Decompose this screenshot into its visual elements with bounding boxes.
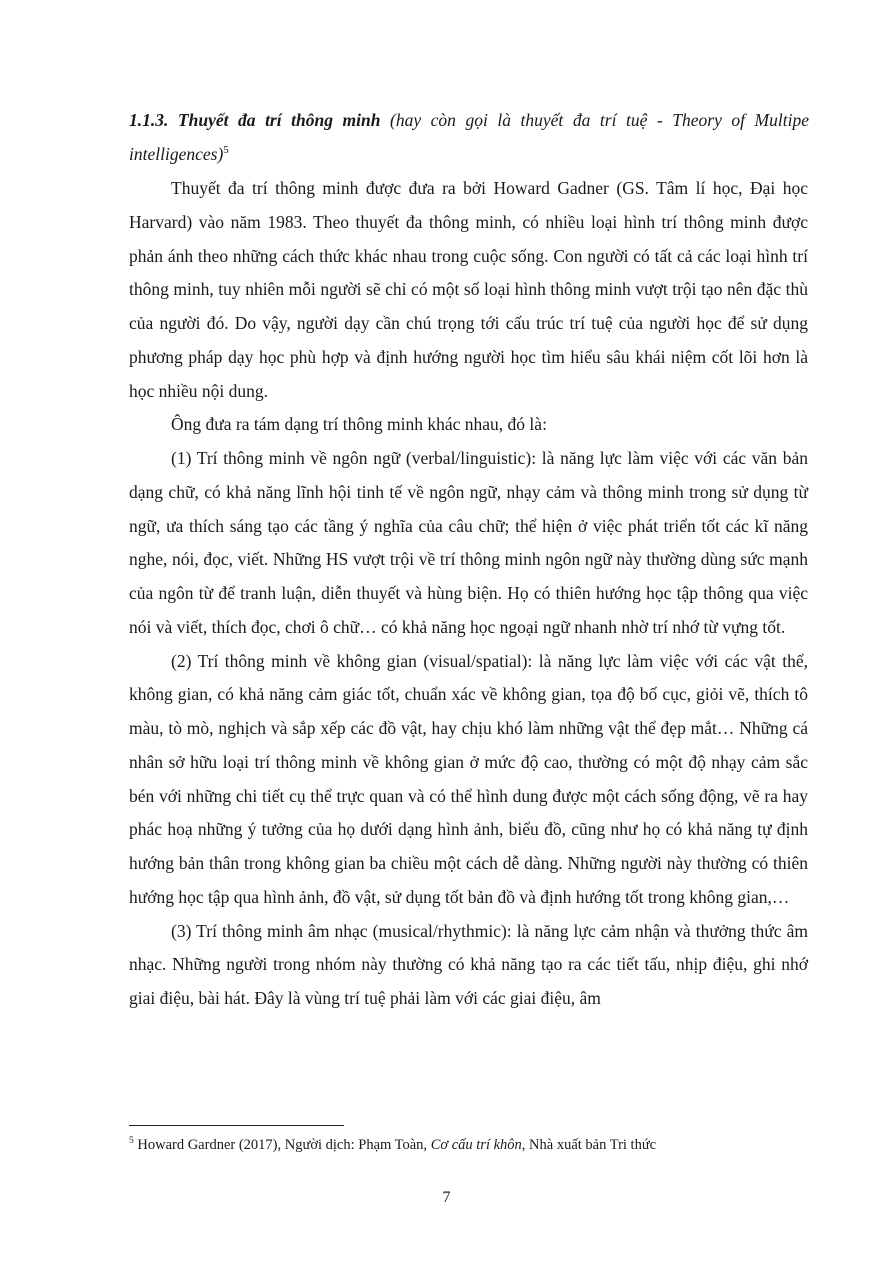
section-heading: [129, 103, 809, 171]
footnote-reference[interactable]: 5: [223, 144, 229, 157]
footnote-text-before: Howard Gardner (2017), Người dịch: Phạm Toàn,: [133, 1137, 431, 1153]
footnote: [129, 1134, 819, 1156]
paragraph-intro: Thuyết đa trí thông minh được đưa ra bởi Howard Gadner (GS. Tâm lí học, Đại học Harvard) vào năm 1983. Theo thuyết đa thông minh, có nhiều loại hình trí thông minh được phản ánh theo những cách thức khác nhau trong cuộc sống. Con người có tất cả các loại hình trí thông minh, tuy nhiên mỗi người sẽ chỉ có một số loại hình thông minh vượt trội tạo nên đặc thù của người đó. Do vậy, người dạy cần chú trọng tới cấu trúc trí tuệ của người học để sử dụng phương pháp dạy học phù hợp và định hướng người học tìm hiểu sâu khái niệm cốt lõi hơn là học nhiều nội dung.: [129, 178, 808, 401]
page-number: 7: [442, 1189, 451, 1206]
footnote-book-title: Cơ cấu trí khôn: [430, 1137, 522, 1153]
footnote-number: 5: [129, 1136, 134, 1147]
paragraph-linguistic: (1) Trí thông minh về ngôn ngữ (verbal/linguistic): là năng lực làm việc với các văn bản dạng chữ, có khả năng lĩnh hội tinh tế về ngôn ngữ, nhạy cảm và thông minh trong sử dụng từ ngữ, ưa thích sáng tạo các tầng ý nghĩa của câu chữ; thể hiện ở việc phát triển tốt các kĩ năng nghe, nói, đọc, viết. Những HS vượt trội về trí thông minh ngôn ngữ này thường dùng sức mạnh của ngôn từ để tranh luận, diễn thuyết và hùng biện. Họ có thiên hướng học tập thông qua việc nói và viết, thích đọc, chơi ô chữ… có khả năng học ngoại ngữ nhanh nhờ trí nhớ từ vựng tốt.: [129, 448, 808, 637]
paragraph-spatial: (2) Trí thông minh về không gian (visual/spatial): là năng lực làm việc với các vật thể, không gian, có khả năng cảm giác tốt, chuẩn xác về không gian, tọa độ bố cục, giỏi vẽ, thích tô màu, tò mò, nghịch và sắp xếp các đồ vật, hay chịu khó làm những vật thể đẹp mắt… Những cá nhân sở hữu loại trí thông minh về không gian ở mức độ cao, thường có một độ nhạy cảm sắc bén với những chi tiết cụ thể trực quan và có thể hình dung được một cách sống động, vẽ ra hay phác hoạ những ý tưởng của họ dưới dạng hình ảnh, biểu đồ, cũng như họ có khả năng tự định hướng bản thân trong không gian ba chiều một cách dễ dàng. Những người này thường có thiên hướng học tập qua hình ảnh, đồ vật, sử dụng tốt bản đồ và định hướng tốt trong không gian,…: [129, 650, 808, 907]
section-heading-subtitle: (hay còn gọi là thuyết đa trí tuệ - Theory of Multipe intelligences): [129, 110, 809, 164]
footnote-separator: [129, 1125, 344, 1126]
section-heading-title: 1.1.3. Thuyết đa trí thông minh: [129, 110, 381, 130]
body-text: [129, 172, 808, 1016]
footnote-text-after: , Nhà xuất bản Tri thức: [521, 1137, 657, 1153]
paragraph-musical: (3) Trí thông minh âm nhạc (musical/rhythmic): là năng lực cảm nhận và thưởng thức âm nhạc. Những người trong nhóm này thường có khả năng tạo ra các tiết tấu, nhịp điệu, ghi nhớ giai điệu, bài hát. Đây là vùng trí tuệ phải làm với các giai điệu, âm: [129, 920, 808, 1008]
paragraph-eight-types: Ông đưa ra tám dạng trí thông minh khác nhau, đó là:: [171, 414, 547, 435]
